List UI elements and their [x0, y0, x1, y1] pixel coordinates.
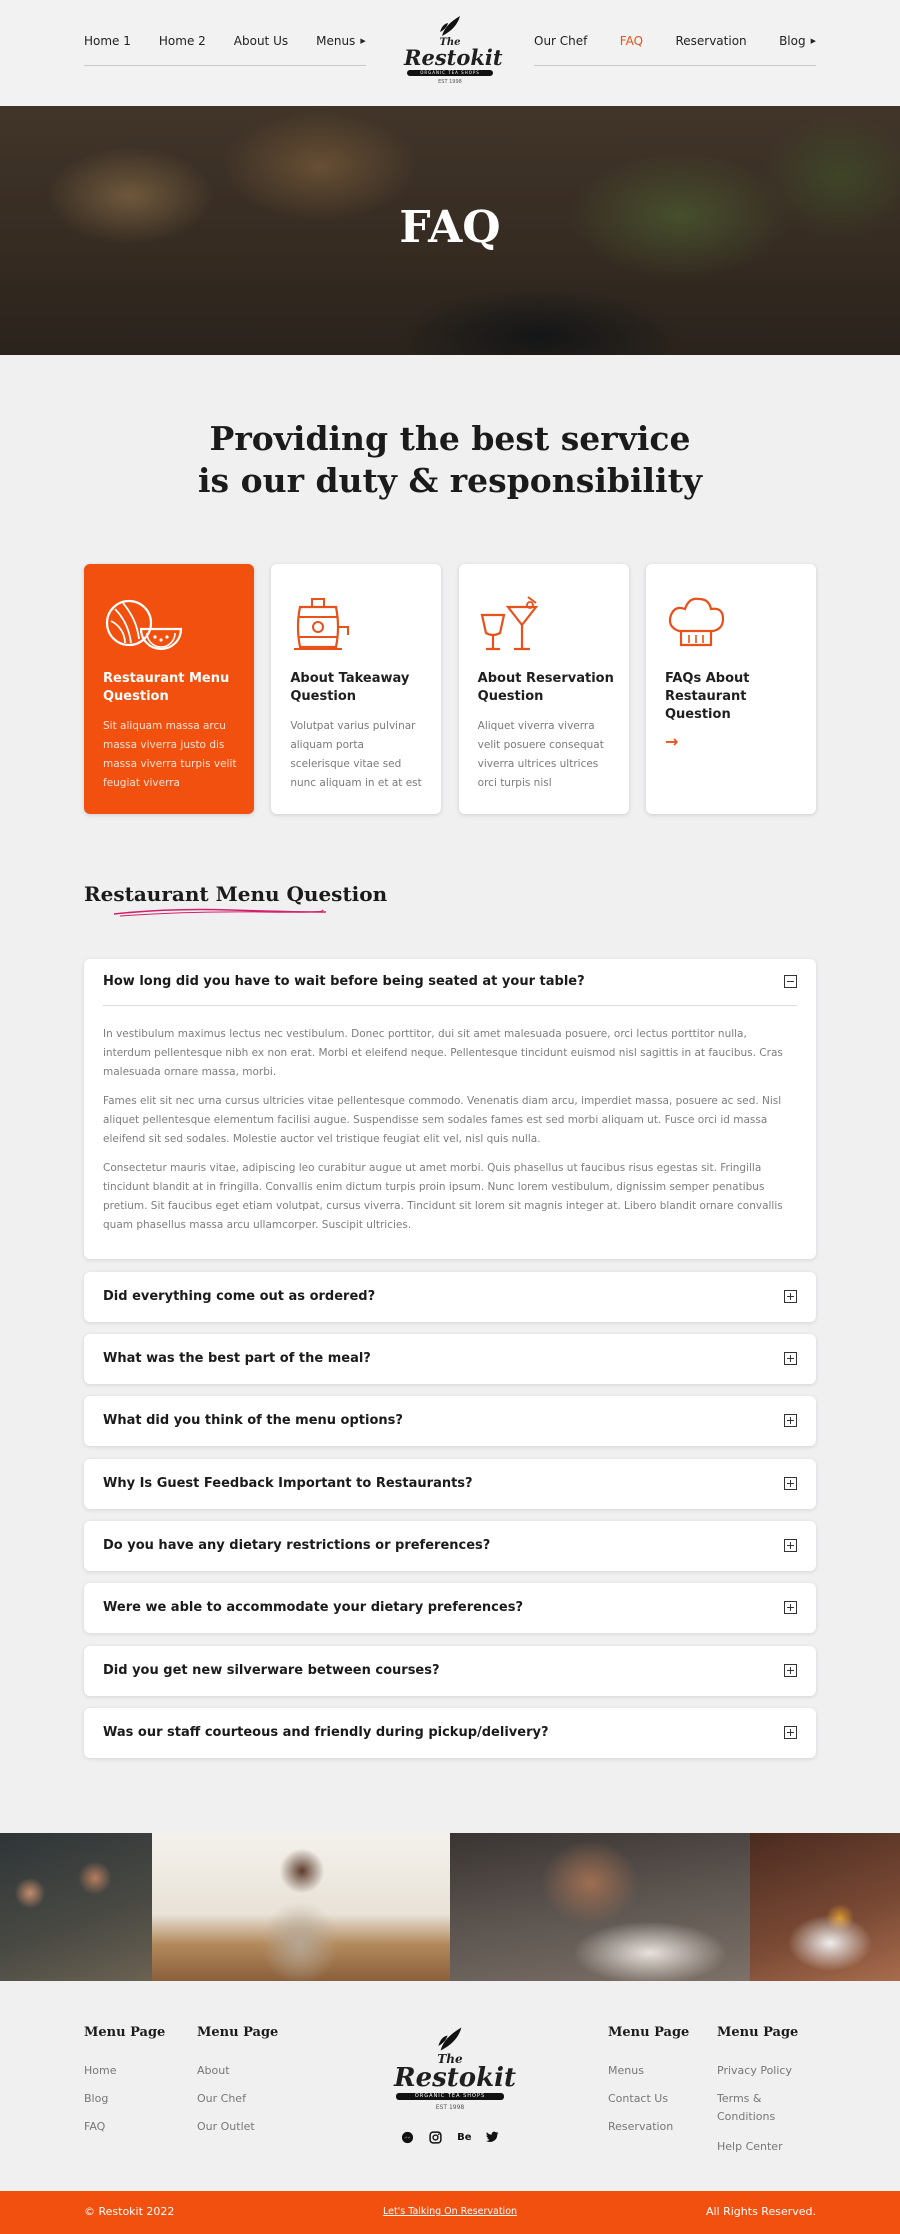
twitter-icon[interactable]: [486, 2130, 500, 2144]
footer-column-4: [717, 2025, 817, 2168]
section-title: Restaurant Menu Question: [84, 882, 388, 906]
messenger-icon[interactable]: [400, 2130, 414, 2144]
site-header: [0, 0, 900, 106]
collapse-icon[interactable]: [784, 975, 797, 988]
footer-column-3: [608, 2025, 689, 2148]
social-links: [400, 2130, 500, 2144]
expand-icon[interactable]: [784, 1414, 797, 1427]
faq-item[interactable]: [84, 1272, 816, 1322]
card-title: About Reservation Question: [477, 671, 614, 704]
caret-right-icon: ▶: [810, 37, 816, 45]
arrow-right-icon[interactable]: →: [664, 732, 679, 751]
expand-icon[interactable]: [784, 1477, 797, 1490]
intro-line-1: Providing the best service: [209, 419, 691, 458]
faq-item[interactable]: [84, 1708, 816, 1758]
card-reservation[interactable]: [459, 564, 629, 814]
footer-heading: Menu Page: [84, 2025, 166, 2040]
nav-right: [534, 34, 816, 66]
footer-column-1: [84, 2025, 165, 2148]
faq-item-open: [84, 959, 816, 1259]
footer-link-terms[interactable]: Terms & Conditions: [717, 2092, 776, 2123]
faq-question[interactable]: Were we able to accommodate your dietary preferences?: [103, 1600, 523, 1615]
behance-icon[interactable]: Be: [457, 2131, 472, 2143]
card-restaurant-menu[interactable]: [84, 564, 254, 814]
chef-hat-icon: [665, 595, 729, 655]
leaf-icon: [438, 14, 464, 38]
nav-left: [84, 34, 366, 66]
footer-link-home[interactable]: Home: [84, 2064, 117, 2077]
faq-answer-paragraph: In vestibulum maximus lectus nec vestibulum. Donec porttitor, dui sit amet malesuada posuere, orci lectus porttitor nulla, interdum pellentesque nibh ex non erat. Morbi et eleifend neque. Pellentesque tincidunt euismod nisl sagittis in at faucibus. Cras malesuada ornare massa, morbi.: [103, 1028, 783, 1078]
card-text: Aliquet viverra viverra velit posuere consequat viverra ultrices ultrices orci turpis nisl: [477, 720, 604, 789]
watermelon-icon: [103, 595, 183, 655]
faq-item[interactable]: [84, 1521, 816, 1571]
logo-est: EST 1998: [438, 79, 462, 85]
logo-the: The: [439, 37, 461, 48]
footer-link-about[interactable]: About: [197, 2064, 230, 2077]
faq-question[interactable]: Did everything come out as ordered?: [103, 1289, 376, 1304]
logo-the: The: [437, 2052, 463, 2066]
photo-chef-plating: [450, 1833, 750, 1981]
photo-cooking-class: [0, 1833, 152, 1981]
copyright-text: © Restokit 2022: [84, 2205, 175, 2218]
logo-est: EST 1998: [435, 2104, 465, 2111]
nav-home-1[interactable]: Home 1: [84, 34, 131, 48]
bottom-bar: [0, 2191, 900, 2234]
page-title: FAQ: [399, 202, 501, 253]
faq-question[interactable]: Do you have any dietary restrictions or preferences?: [103, 1538, 491, 1553]
faq-answer: [103, 1025, 797, 1245]
nav-menus[interactable]: [316, 34, 366, 48]
footer-heading: Menu Page: [197, 2025, 279, 2040]
nav-blog-label: Blog: [779, 34, 806, 48]
photo-woman-kitchen: [152, 1833, 450, 1981]
expand-icon[interactable]: [784, 1664, 797, 1677]
brush-underline: [110, 906, 330, 918]
faq-category-cards: [84, 564, 816, 814]
site-logo[interactable]: [404, 14, 503, 85]
faq-item[interactable]: [84, 1334, 816, 1384]
rights-text: All Rights Reserved.: [705, 2205, 816, 2218]
card-takeaway[interactable]: [271, 564, 441, 814]
logo-name: Restokit: [404, 45, 503, 70]
faq-item[interactable]: [84, 1583, 816, 1633]
intro-line-2: is our duty & responsibility: [198, 461, 702, 500]
logo-tagline: ORGANIC TEA SHOPS: [407, 70, 493, 76]
faq-question[interactable]: What did you think of the menu options?: [103, 1413, 403, 1428]
faq-item[interactable]: [84, 1459, 816, 1509]
expand-icon[interactable]: [784, 1352, 797, 1365]
footer-link-privacy-policy[interactable]: Privacy Policy: [717, 2064, 792, 2077]
nav-about-us[interactable]: About Us: [233, 34, 289, 48]
logo-tagline: ORGANIC TEA SHOPS: [396, 2093, 504, 2100]
nav-menus-label: Menus: [316, 34, 356, 48]
footer-link-contact-us[interactable]: Contact Us: [608, 2092, 669, 2105]
faq-question[interactable]: Why Is Guest Feedback Important to Restaurants?: [103, 1476, 473, 1491]
footer-link-our-chef[interactable]: Our Chef: [197, 2092, 246, 2105]
hero-banner: [0, 106, 900, 355]
card-title: Restaurant Menu Question: [103, 671, 230, 704]
faq-item[interactable]: [84, 1396, 816, 1446]
expand-icon[interactable]: [784, 1601, 797, 1614]
divider: [103, 1005, 797, 1006]
footer-link-reservation[interactable]: Reservation: [608, 2120, 674, 2133]
footer-heading: Menu Page: [717, 2025, 799, 2040]
barrel-icon: [290, 595, 354, 655]
footer-logo[interactable]: [394, 2025, 517, 2111]
footer-link-help-center[interactable]: Help Center: [717, 2140, 783, 2153]
footer-link-blog[interactable]: Blog: [84, 2092, 109, 2105]
faq-answer-paragraph: Consectetur mauris vitae, adipiscing leo curabitur augue ut amet morbi. Quis phasellus ut faucibus risus egestas sit. Fringilla tincidunt blandit at in fringilla. Convallis enim dictum turpis proin ipsum. Nunc lorem vestibulum, dignissim semper penatibus pretium. Sit faucibus eget etiam volutpat, cursus viverra. Tincidunt sit lorem sit magnis integer at. Libero blandit ornare convallis quam phasellus massa arcu ullamcorper. Suscipit ultricies.: [103, 1162, 783, 1231]
expand-icon[interactable]: [784, 1290, 797, 1303]
footer-heading: Menu Page: [608, 2025, 690, 2040]
cocktail-glasses-icon: [478, 595, 542, 655]
card-text: Sit aliquam massa arcu massa viverra justo dis massa viverra turpis velit feugiat viverra: [103, 720, 237, 789]
faq-item[interactable]: [84, 1646, 816, 1696]
card-faqs-about-restaurant[interactable]: [646, 564, 816, 814]
card-text: Volutpat varius pulvinar aliquam porta scelerisque vitae sed nunc aliquam in et at est: [290, 720, 422, 789]
nav-blog[interactable]: [779, 34, 816, 48]
reservation-link[interactable]: Let's Talking On Reservation: [382, 2206, 518, 2217]
footer-link-faq[interactable]: FAQ: [84, 2120, 106, 2133]
nav-faq[interactable]: FAQ: [619, 34, 644, 48]
logo-name: Restokit: [394, 2063, 517, 2093]
photo-dish-closeup: [750, 1833, 900, 1981]
card-title: FAQs About Restaurant Question: [664, 671, 750, 722]
caret-right-icon: ▶: [360, 37, 366, 45]
faq-answer-paragraph: Fames elit sit nec urna cursus ultricies vitae pellentesque commodo. Venenatis diam arcu, imperdiet massa, posuere ac sed. Nisl aliquet pellentesque elementum facilisi augue. Suspendisse sem sodales fames est sed morbi aliquam ut. Fusce orci id massa eleifend sit sed sodales. Molestie auctor vel tristique feugiat elit vel, nisl quis nulla.: [103, 1095, 782, 1145]
faq-question[interactable]: How long did you have to wait before being seated at your table?: [103, 974, 585, 989]
footer-column-2: [197, 2025, 278, 2148]
faq-question[interactable]: Did you get new silverware between courses?: [103, 1663, 440, 1678]
footer-link-menus[interactable]: Menus: [608, 2064, 644, 2077]
faq-question[interactable]: Was our staff courteous and friendly during pickup/delivery?: [103, 1725, 549, 1740]
nav-home-2[interactable]: Home 2: [158, 34, 206, 48]
expand-icon[interactable]: [784, 1726, 797, 1739]
instagram-icon[interactable]: [429, 2130, 443, 2144]
photo-gallery: [0, 1833, 900, 1981]
nav-our-chef[interactable]: Our Chef: [534, 34, 588, 48]
expand-icon[interactable]: [784, 1539, 797, 1552]
site-footer: [0, 1981, 900, 2191]
faq-question[interactable]: What was the best part of the meal?: [103, 1351, 371, 1366]
footer-link-our-outlet[interactable]: Our Outlet: [197, 2120, 255, 2133]
card-title: About Takeaway Question: [290, 671, 410, 704]
intro-headline: [0, 418, 900, 502]
nav-reservation[interactable]: Reservation: [675, 34, 747, 48]
leaf-icon: [436, 2025, 466, 2053]
